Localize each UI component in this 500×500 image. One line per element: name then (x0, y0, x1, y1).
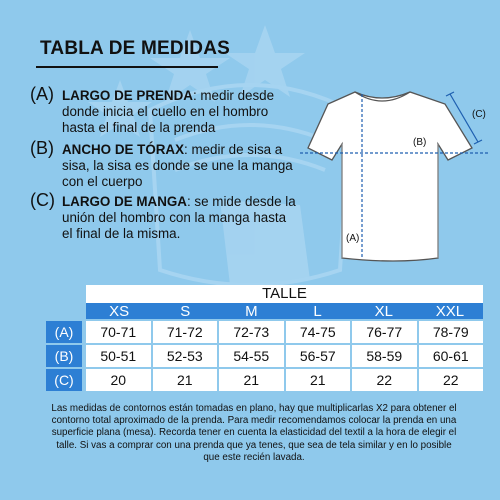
definition-letter: (B) (30, 138, 54, 158)
measurement-note: Las medidas de contornos están tomadas en plano, hay que multiplicarlas X2 para obtener el contorno total aproximado de la prenda. Para medir recomendamos colocar la prenda en una superficie plana (mesa). Recorda tener en cuenta la elasticidad del textil a la hora de elegir el talle. Si vas a comprar con una prenda que ya tenes, que sea de tela similar y en lo posible que este recién lavada. (51, 403, 457, 463)
shirt-label-c: (C) (472, 109, 486, 120)
definition-heading: LARGO DE MANGA (62, 194, 187, 209)
table-row (86, 345, 483, 367)
table-cell: 76-77 (352, 321, 417, 343)
table-cell: 21 (219, 369, 284, 391)
table-cell: 72-73 (219, 321, 284, 343)
size-cell: M (245, 303, 258, 320)
table-row-label: (A) (46, 321, 84, 343)
table-row-label: (C) (46, 369, 84, 391)
table-cell: 22 (419, 369, 484, 391)
table-cell: 70-71 (86, 321, 151, 343)
tshirt-outline (308, 92, 472, 261)
table-cell: 78-79 (419, 321, 484, 343)
definition-heading: LARGO DE PRENDA (62, 88, 193, 103)
table-row-label: (B) (46, 345, 84, 367)
definition-text: : medir de sisa a sisa, la sisa es donde se une la manga con el cuerpo (62, 142, 293, 189)
table-row (86, 321, 483, 343)
size-cell: XS (109, 303, 130, 320)
table-cell: 54-55 (219, 345, 284, 367)
table-cell: 60-61 (419, 345, 484, 367)
table-cell: 21 (153, 369, 218, 391)
table-cell: 22 (352, 369, 417, 391)
definition-text: : se mide desde la unión del hombro con la manga hasta el final de la misma. (62, 194, 296, 241)
shirt-label-b: (B) (413, 137, 427, 148)
title-underline (36, 66, 218, 68)
definition-c (30, 190, 300, 242)
definition-letter: (A) (30, 84, 54, 104)
definition-a (30, 84, 300, 136)
table-cell: 56-57 (286, 345, 351, 367)
tshirt-diagram (300, 80, 490, 265)
table-cell: 50-51 (86, 345, 151, 367)
table-size-row (86, 303, 483, 319)
size-cell: XXL (435, 303, 465, 320)
definition-text: : medir desde donde inicia el cuello en el hombro hasta el final de la prenda (62, 88, 275, 135)
size-cell: XL (374, 303, 393, 320)
definition-letter: (C) (30, 190, 55, 210)
definition-heading: ANCHO DE TÓRAX (62, 142, 185, 157)
table-row (86, 369, 483, 391)
size-cell: L (313, 303, 322, 320)
size-cell: S (180, 303, 191, 320)
shirt-label-a: (A) (346, 233, 360, 244)
table-cell: 58-59 (352, 345, 417, 367)
page-title: TABLA DE MEDIDAS (40, 38, 231, 59)
table-header-talle: TALLE (86, 285, 483, 303)
table-cell: 20 (86, 369, 151, 391)
table-cell: 21 (286, 369, 351, 391)
table-cell: 71-72 (153, 321, 218, 343)
table-cell: 52-53 (153, 345, 218, 367)
definition-b (30, 138, 300, 190)
table-cell: 74-75 (286, 321, 351, 343)
